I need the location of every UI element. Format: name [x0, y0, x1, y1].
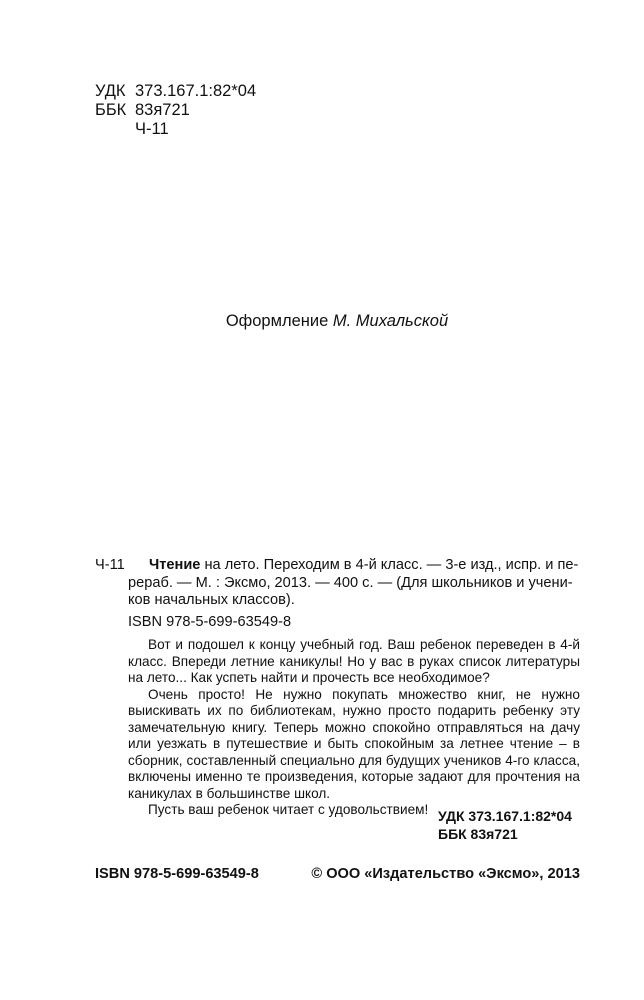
bottom-bbk: ББК 83я721 [438, 825, 518, 842]
bbk-row [95, 101, 256, 120]
classification-codes [95, 82, 256, 139]
credit-name: М. Михальской [332, 312, 449, 330]
annotation-paragraph-1: Вот и подошел к концу учебный год. Ваш ребенок переведен в 4-й класс. Впереди летние каникулы! Но у вас в руках список литературы на лето... Как успеть найти и прочесть все необходимое? [128, 637, 580, 686]
bibliographic-record [95, 557, 580, 819]
bib-line-1-rest: на лето. Переходим в 4-й класс. — 3-е изд., испр. и пе- [200, 557, 579, 573]
annotation-paragraph-3: Пусть ваш ребенок читает с удовольствием! [148, 802, 429, 818]
design-credit [0, 312, 644, 331]
bottom-classification-codes [438, 808, 572, 843]
udk-value: 373.167.1:82*04 [135, 82, 257, 100]
bib-line-3: ков начальных классов). [128, 592, 295, 609]
footer [95, 866, 580, 882]
bib-line-1 [149, 557, 580, 575]
bottom-udk: УДК 373.167.1:82*04 [438, 808, 572, 824]
bib-line-2: рераб. — М. : Эксмо, 2013. — 400 с. — (Для школьников и учени- [128, 574, 573, 591]
credit-prefix: Оформление [225, 312, 333, 330]
author-mark-row [95, 120, 256, 139]
bib-isbn: ISBN 978-5-699-63549-8 [128, 613, 292, 630]
footer-copyright: © ООО «Издательство «Эксмо», 2013 [311, 866, 580, 882]
bbk-label: ББК [95, 101, 127, 119]
bbk-value: 83я721 [135, 101, 190, 119]
annotation-paragraph-2: Очень просто! Не нужно покупать множество книг, не нужно выискивать их по библиотекам, нужно просто подарить ребенку эту замечательную книгу. Теперь можно спокойно отправляться на дачу или уезжать в путешествие и быть спокойным за летнее чтение – в сборник, составленный специально для будущих учеников 4-го класса, включены именно те произведения, которые задают для прочтения на каникулах в большинстве школ. [128, 686, 580, 801]
annotation [128, 637, 580, 819]
bib-title: Чтение [149, 557, 201, 573]
bib-entry [149, 557, 580, 575]
footer-isbn: ISBN 978-5-699-63549-8 [95, 866, 259, 882]
udk-row [95, 82, 256, 101]
author-mark: Ч-11 [135, 120, 169, 138]
udk-label: УДК [95, 82, 126, 100]
bib-author-mark: Ч-11 [95, 557, 125, 573]
bib-body [128, 575, 580, 610]
